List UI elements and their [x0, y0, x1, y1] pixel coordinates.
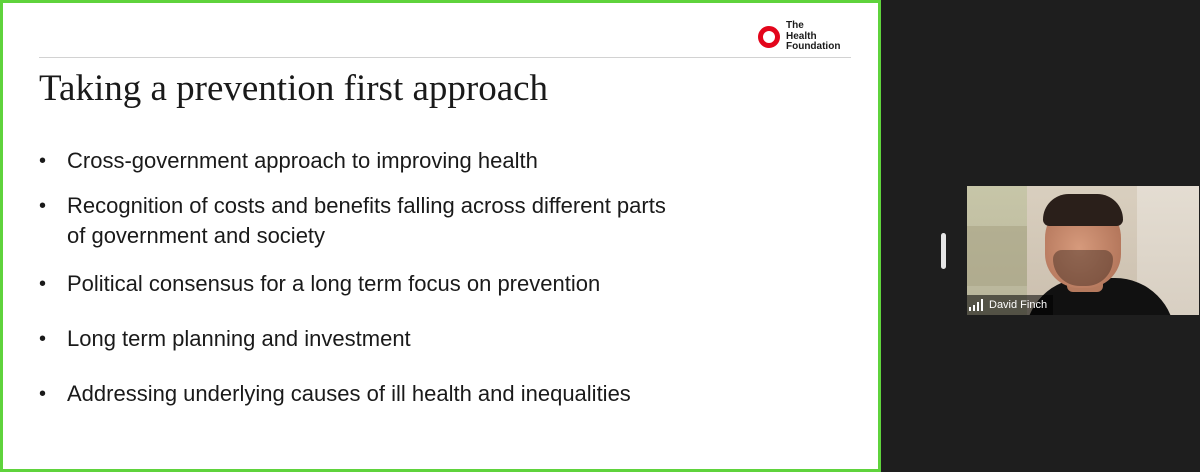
bullet-item: [39, 324, 739, 354]
bullet-item: [39, 269, 739, 299]
logo-wordmark: [786, 21, 840, 53]
signal-strength-icon: [969, 299, 983, 311]
participant-name-bar: [967, 295, 1053, 315]
bullet-item: [39, 146, 739, 176]
slide-divider: [39, 57, 851, 58]
bullet-marker: •: [39, 150, 47, 172]
participant-figure: [1043, 194, 1123, 226]
logo-ring-icon: [758, 26, 780, 48]
bullet-item: [39, 379, 739, 409]
the-health-foundation-logo: [758, 17, 858, 57]
bullet-text: Addressing underlying causes of ill health and inequalities: [67, 381, 631, 406]
slide-title: Taking a prevention first approach: [39, 68, 549, 109]
scroll-handle[interactable]: [941, 233, 946, 269]
logo-line-2: Health: [786, 30, 817, 42]
participant-name: David Finch: [989, 299, 1048, 311]
logo-line-3: Foundation: [786, 41, 841, 53]
bullet-marker: •: [39, 273, 47, 295]
participant-video-tile[interactable]: [967, 186, 1199, 315]
video-background: [967, 226, 1027, 286]
bullet-marker: •: [39, 383, 47, 405]
bullet-text: Political consensus for a long term focus on prevention: [67, 271, 601, 296]
bullet-text: Long term planning and investment: [67, 326, 411, 351]
bullet-item: [39, 191, 739, 251]
bullet-text: Recognition of costs and benefits falling across different parts of government and society: [67, 193, 666, 248]
logo-line-1: The: [786, 20, 804, 32]
bullet-text: Cross-government approach to improving health: [67, 148, 538, 173]
bullet-marker: •: [39, 195, 47, 217]
bullet-marker: •: [39, 328, 47, 350]
